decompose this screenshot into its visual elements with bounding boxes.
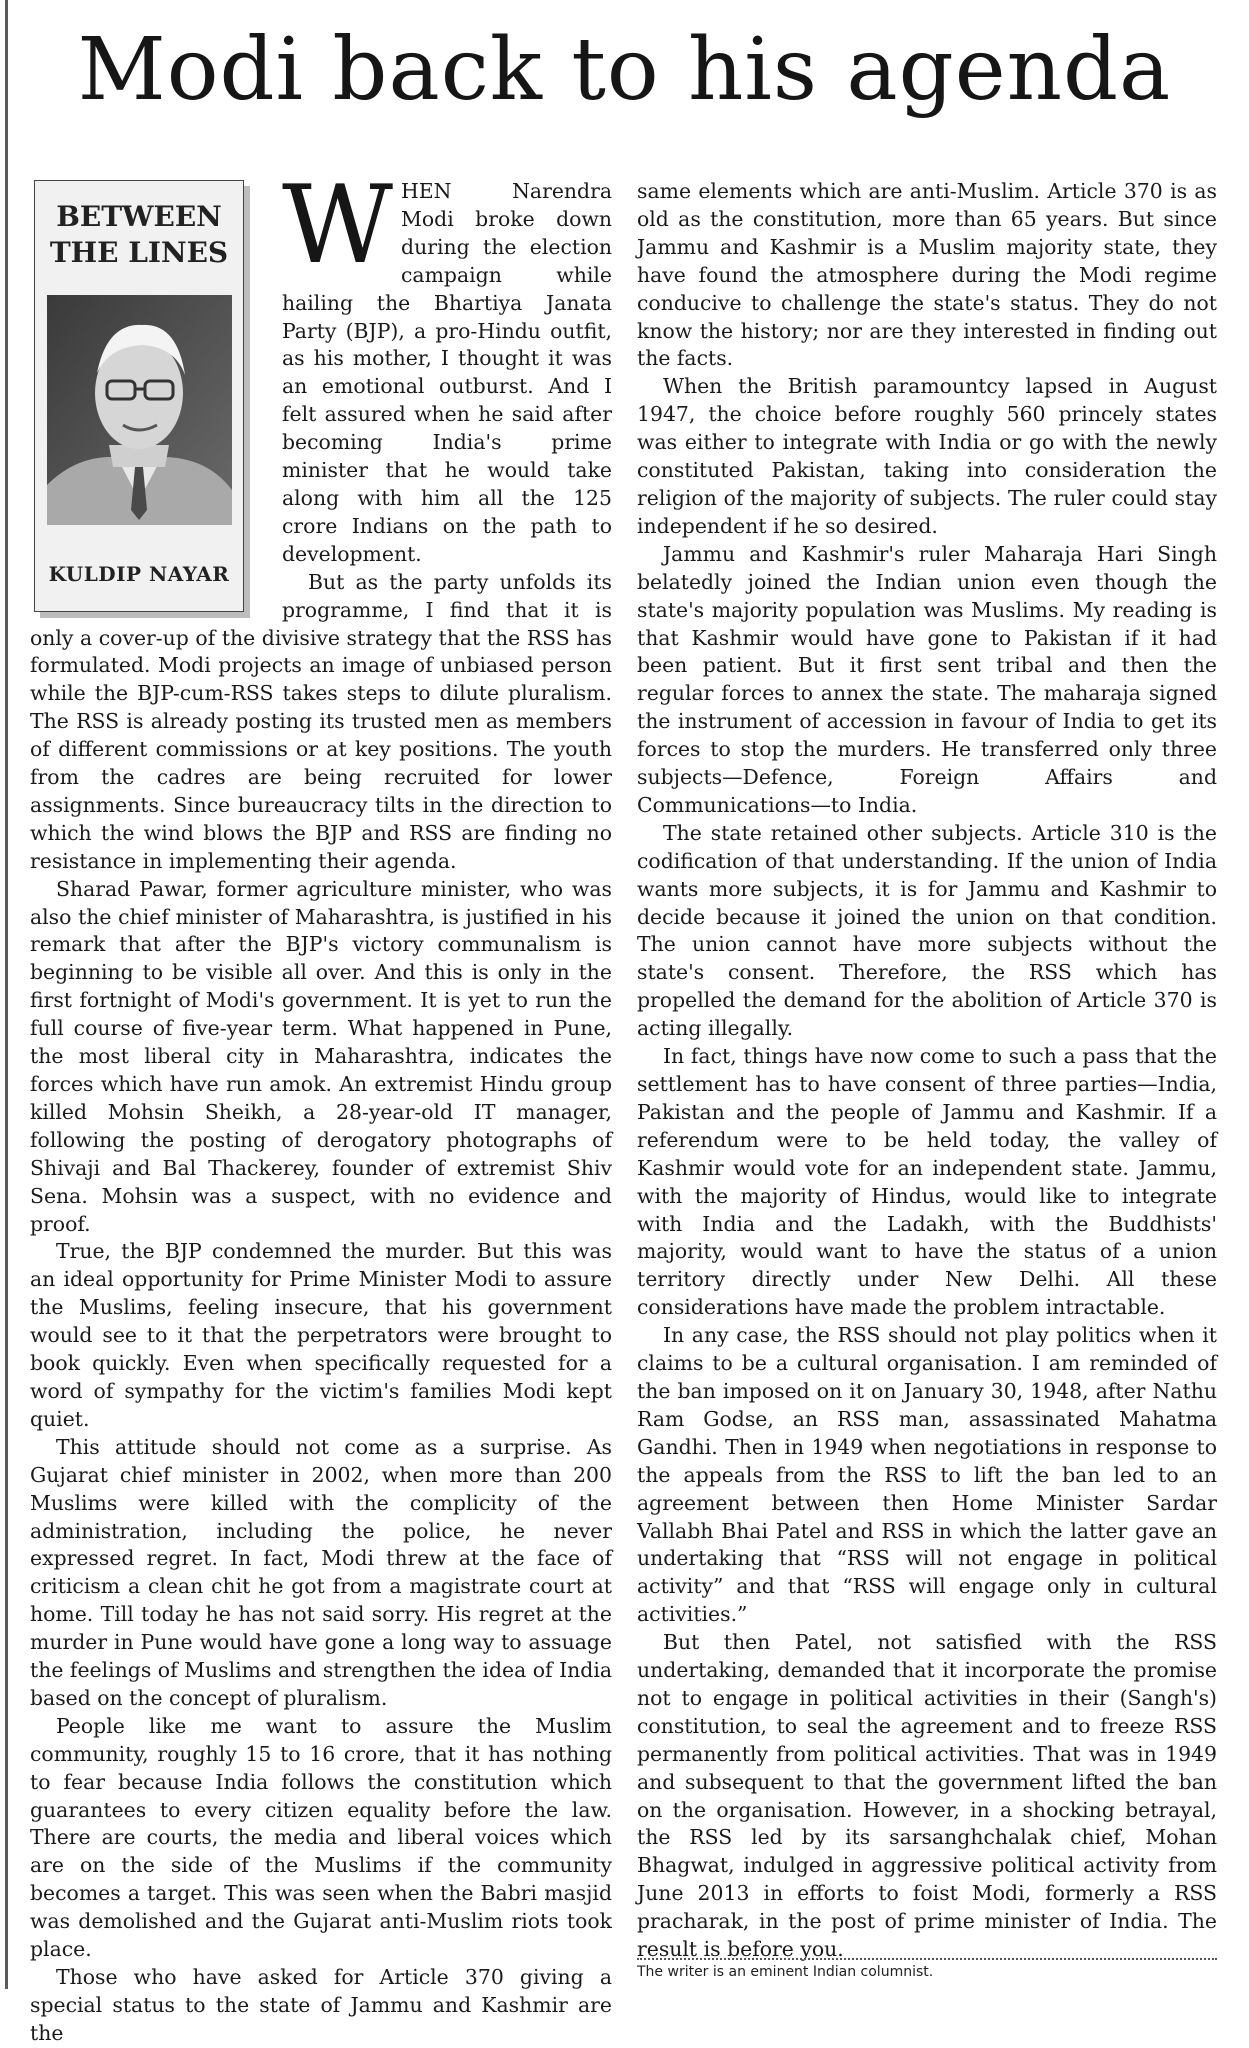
right-column	[637, 178, 1217, 1964]
paragraph: same elements which are anti-Muslim. Article 370 is as old as the constitution, more than 65 years. But since Jammu and Kashmir is a Muslim majority state, they have found the atmosphere during the Modi regime conducive to challenge the state's status. They do not know the history; nor are they interested in finding out the facts.	[637, 179, 1217, 371]
drop-cap: W	[282, 163, 394, 288]
paragraph: This attitude should not come as a surprise. As Gujarat chief minister in 2002, when more than 200 Muslims were killed with the complicity of the administration, including the police, he never expressed regret. In fact, Modi threw at the face of criticism a clean chit he got from a magistrate court at home. Till today he has not said sorry. His regret at the murder in Pune would have gone a long way to assuage the feelings of Muslims and strengthen the idea of India based on the concept of pluralism.	[30, 1434, 612, 1710]
paragraph: In fact, things have now come to such a pass that the settlement has to have consent of three parties—India, Pakistan and the people of Jammu and Kashmir. If a referendum were to be held today, the valley of Kashmir would vote for an independent state. Jammu, with the majority of Hindus, would like to integrate with India and the Ladakh, with the Buddhists' majority, would want to have the status of a union territory directly under New Delhi. All these considerations have made the problem intractable.	[637, 1044, 1217, 1320]
paragraph: The state retained other subjects. Article 310 is the codification of that understanding. If the union of India wants more subjects, it is for Jammu and Kashmir to decide because it joined the union on that condition. The union cannot have more subjects without the state's consent. Therefore, the RSS which has propelled the demand for the abolition of Article 370 is acting illegally.	[637, 820, 1217, 1041]
paragraph: In any case, the RSS should not play politics when it claims to be a cultural organisation. I am reminded of the ban imposed on it on January 30, 1948, after Nathu Ram Godse, an RSS man, assassinated Mahatma Gandhi. Then in 1949 when negotiations in response to the appeals from the RSS to lift the ban led to an agreement between then Home Minister Sardar Vallabh Bhai Patel and RSS in which the latter gave an undertaking that “RSS will not engage in political activity” and that “RSS will engage only in cultural activities.”	[637, 1323, 1217, 1627]
paragraph: But as the party unfolds its programme, I find that it is only a cover-up of the divisive strategy that the RSS has formulated. Modi projects an image of unbiased person while the BJP-cum-RSS takes steps to dilute pluralism. The RSS is already posting its trusted men as members of different commissions or at key positions. The youth from the cadres are being recruited for lower assignments. Since bureaucracy tilts in the direction to which the wind blows the BJP and RSS are finding no resistance in implementing their agenda.	[30, 569, 612, 873]
columnist-byline: KULDIP NAYAR	[48, 562, 230, 586]
headline: Modi back to his agenda	[77, 20, 1172, 120]
paragraph: Jammu and Kashmir's ruler Maharaja Hari Singh belatedly joined the Indian union even though the state's majority population was Muslims. My reading is that Kashmir would have gone to Pakistan if it had been patient. But it first sent tribal and then the regular forces to annex the state. The maharaja signed the instrument of accession in favour of India to get its forces to stop the murders. He transferred only three subjects—Defence, Foreign Affairs and Communications—to India.	[637, 541, 1217, 817]
paragraph: When the British paramountcy lapsed in August 1947, the choice before roughly 560 princely states was either to integrate with India or go with the newly constituted Pakistan, taking into consideration the religion of the majority of subjects. The ruler could stay independent if he so desired.	[637, 374, 1217, 538]
paragraph: Those who have asked for Article 370 giving a special status to the state of Jammu and Kashmir are the	[30, 1965, 612, 2045]
paragraph: True, the BJP condemned the murder. But this was an ideal opportunity for Prime Minister Modi to assure the Muslims, feeling insecure, that his government would see to it that the perpetrators were brought to book quickly. Even when specifically requested for a word of sympathy for the victim's families Modi kept quiet.	[30, 1239, 612, 1431]
paragraph: But then Patel, not satisfied with the RSS undertaking, demanded that it incorporate the promise not to engage in political activities in their (Sangh's) constitution, to seal the agreement and to freeze RSS permanently from political activities. That was in 1949 and subsequent to that the government lifted the ban on the organisation. However, in a shocking betrayal, the RSS led by its sarsanghchalak chief, Mohan Bhagwat, indulged in aggressive political activity from June 2013 in efforts to foist Modi, formerly a RSS pracharak, in the post of prime minister of India. The result is before you.	[637, 1630, 1217, 1962]
left-column	[30, 163, 612, 2048]
page-edge-rule	[5, 0, 8, 1989]
columnist-portrait-icon	[47, 295, 232, 525]
author-note: The writer is an eminent Indian columnist.	[637, 1964, 934, 1980]
paragraph: Sharad Pawar, former agriculture minister, who was also the chief minister of Maharashtra, is justified in his remark that after the BJP's victory communalism is beginning to be visible all over. And this is only in the first fortnight of Modi's government. It is yet to run the full course of five-year term. What happened in Pune, the most liberal city in Maharashtra, indicates the forces which have run amok. An extremist Hindu group killed Mohsin Sheikh, a 28-year-old IT manager, following the posting of derogatory photographs of Shivaji and Bal Thackerey, founder of extremist Shiv Sena. Mohsin was a suspect, with no evidence and proof.	[30, 876, 612, 1236]
column-box	[34, 180, 244, 612]
column-title: BETWEEN THE LINES	[49, 200, 229, 269]
paragraph: People like me want to assure the Muslim community, roughly 15 to 16 crore, that it has nothing to fear because India follows the constitution which guarantees to every citizen equality before the law. There are courts, the media and liberal voices which are on the side of the Muslims if the community becomes a target. This was seen when the Babri masjid was demolished and the Gujarat anti-Muslim riots took place.	[30, 1713, 612, 1962]
footer-divider	[637, 1958, 1217, 1960]
lead-text: HEN Narendra Modi broke down during the election campaign while hailing the Bhartiya Janata Party (BJP), a pro-Hindu outfit, as his mother, I thought it was an emotional outburst. And I felt assured when he said after becoming India's prime minister that he would take along with him all the 125 crore Indians on the path to development.	[282, 179, 612, 566]
